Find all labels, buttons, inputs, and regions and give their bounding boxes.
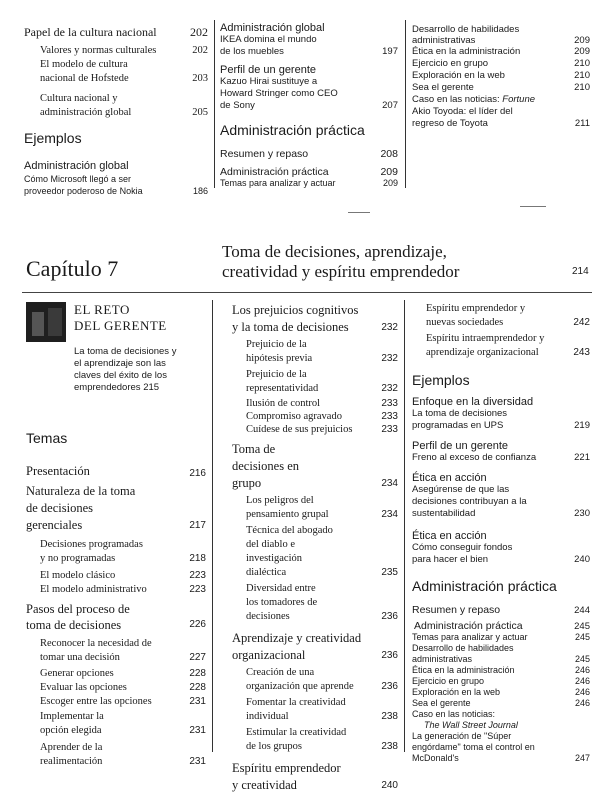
toc-entry (412, 604, 590, 616)
toc-entry-text: Prejuicio de la hipótesis previa (246, 339, 313, 364)
toc-entry-text: Espíritu emprendedor y nuevas sociedades (426, 303, 526, 328)
toc-entry (24, 24, 208, 40)
toc-entry-page: 243 (573, 347, 590, 358)
toc-entry (412, 302, 590, 330)
example-text: Asegúrense de que las decisiones contribuyan a la sustentabilidad (412, 484, 527, 519)
column-divider (212, 300, 213, 752)
toc-entry-text: Sea el gerente (412, 698, 471, 708)
example-page: 240 (574, 554, 590, 565)
toc-entry (232, 630, 398, 664)
toc-entry-page: 223 (189, 584, 206, 595)
toc-entry-text: Prejuicio de la representatividad (246, 369, 319, 394)
toc-entry (220, 166, 398, 178)
example-heading: Administración global (24, 160, 129, 172)
toc-entry-page: 209 (380, 166, 398, 178)
toc-entry (412, 632, 590, 643)
toc-entry (232, 411, 398, 422)
top-col-2 (220, 22, 398, 188)
example-entry (412, 408, 590, 432)
toc-entry-page: 210 (574, 82, 590, 93)
toc-entry (412, 58, 590, 70)
example-page: 230 (574, 508, 590, 519)
toc-entry (24, 40, 208, 56)
chapter-col-3 (412, 302, 590, 764)
toc-entry-page: 202 (192, 45, 208, 56)
toc-entry (412, 106, 590, 130)
toc-entry (232, 398, 398, 409)
toc-entry-text: Exploración en la web (412, 687, 501, 697)
example-page: 207 (382, 100, 398, 111)
toc-entry-page: 235 (381, 567, 398, 578)
toc-entry (412, 332, 590, 360)
toc-entry-text: Resumen y repaso (412, 604, 501, 616)
toc-entry (220, 178, 398, 188)
toc-entry-page: 245 (574, 654, 590, 664)
toc-entry-text: Pasos del proceso de toma de decisiones (26, 602, 130, 632)
toc-entry (26, 464, 206, 479)
toc-entry-page: 236 (381, 611, 398, 622)
example-heading: Ética en acción (412, 530, 487, 542)
toc-entry (232, 494, 398, 522)
toc-entry-page: 205 (192, 107, 208, 118)
toc-entry-page: 245 (574, 621, 590, 632)
toc-entry-page: 227 (189, 652, 206, 663)
toc-entry-text: Creación de una organización que aprende (246, 667, 354, 692)
toc-entry-text: Administración práctica (414, 620, 523, 632)
section-heading-ejemplos: Ejemplos (412, 372, 470, 388)
toc-entry-page: 211 (574, 118, 590, 129)
toc-entry-text: Compromiso agravado (246, 411, 342, 422)
caso-label: Caso en las noticias: (412, 709, 496, 719)
example-entry (220, 76, 398, 112)
toc-entry-page: 245 (574, 632, 590, 642)
example-heading: Perfil de un gerente (412, 440, 509, 452)
toc-entry (24, 58, 208, 86)
example-text: Kazuo Hirai sustituye a Howard Stringer como CEO de Sony (220, 76, 338, 111)
toc-entry-text: Escoger entre las opciones (40, 696, 152, 707)
example-text: Cómo conseguir fondos para hacer el bien (412, 542, 513, 565)
toc-entry-text: El modelo clásico (40, 570, 116, 581)
toc-entry-text: Ejercicio en grupo (412, 676, 485, 686)
toc-entry-page: 238 (381, 741, 398, 752)
example-text: La toma de decisiones programadas en UPS (412, 408, 508, 431)
toc-entry-text: Exploración en la web (412, 70, 505, 81)
toc-entry-text: Espíritu intraemprendedor y aprendizaje organizacional (426, 333, 545, 358)
toc-entry (26, 696, 206, 707)
column-divider (214, 20, 215, 188)
toc-entry (26, 483, 206, 534)
toc-entry-text: Sea el gerente (412, 82, 474, 93)
chapter-title-line: creatividad y espíritu emprendedor (222, 262, 460, 281)
toc-entry-page: 232 (381, 322, 398, 333)
caso-source: Fortune (502, 94, 536, 105)
reto-text: La toma de decisiones y el aprendizaje son las claves del éxito de los emprendedores (74, 346, 177, 393)
toc-entry-text: Administración práctica (220, 166, 329, 178)
toc-entry-page: 236 (381, 650, 398, 661)
toc-entry (412, 620, 590, 632)
toc-entry-text: Presentación (26, 464, 90, 478)
toc-entry-text: Aprendizaje y creatividad organizacional (232, 631, 362, 662)
toc-entry-text: Temas para analizar y actuar (412, 632, 528, 642)
toc-entry (232, 368, 398, 396)
toc-entry-page: 202 (190, 25, 208, 39)
toc-entry-page: 233 (381, 398, 398, 409)
reto-block (26, 302, 206, 342)
toc-entry-text: Evaluar las opciones (40, 682, 127, 693)
toc-entry (26, 601, 206, 633)
scan-mark (348, 212, 370, 213)
toc-entry-text: Temas para analizar y actuar (220, 178, 336, 188)
example-text: Freno al exceso de confianza (412, 452, 537, 463)
toc-entry-page: 234 (381, 478, 398, 489)
toc-entry-text: Valores y normas culturales (40, 45, 157, 56)
toc-entry-page: 233 (381, 411, 398, 422)
toc-entry (412, 687, 590, 698)
toc-entry-text: Implementar la opción elegida (40, 711, 104, 736)
toc-entry-text: Akio Toyoda: el líder del regreso de Toyota (412, 106, 513, 129)
section-heading-temas: Temas (26, 430, 68, 446)
toc-entry-page: 238 (381, 711, 398, 722)
toc-entry-page: 209 (574, 46, 590, 57)
toc-entry-text: Estimular la creatividad de los grupos (246, 727, 347, 752)
toc-entry (232, 760, 398, 794)
toc-entry (26, 682, 206, 693)
example-text: Cómo Microsoft llegó a ser proveedor poderoso de Nokia (24, 174, 143, 196)
toc-entry (412, 676, 590, 687)
toc-entry-page: 228 (189, 668, 206, 679)
example-page: 221 (574, 452, 590, 463)
toc-entry (412, 82, 590, 94)
top-col-3 (412, 24, 590, 130)
toc-entry-page: 244 (574, 605, 590, 616)
toc-entry-page: 217 (189, 520, 206, 531)
toc-entry (232, 666, 398, 694)
chapter-page: 214 (572, 266, 589, 277)
reto-description (74, 346, 184, 394)
example-entry (412, 484, 590, 520)
reto-title-line: DEL GERENTE (74, 318, 167, 333)
toc-entry-text: Cultura nacional y administración global (40, 93, 132, 118)
toc-entry-page: 246 (574, 687, 590, 697)
reto-title (74, 302, 167, 342)
toc-entry (232, 424, 398, 435)
toc-entry-text: Generar opciones (40, 668, 114, 679)
chapter-label: Capítulo 7 (26, 256, 119, 281)
toc-entry (232, 726, 398, 754)
toc-entry-page: 240 (381, 780, 398, 791)
section-heading-ejemplos: Ejemplos (24, 130, 82, 146)
example-heading: Administración global (220, 22, 325, 34)
toc-entry-page: 203 (192, 73, 208, 84)
example-entry (24, 173, 208, 197)
toc-entry-page: 209 (574, 35, 590, 46)
example-heading: Ética en acción (412, 472, 487, 484)
toc-entry-page: 216 (189, 468, 206, 479)
toc-entry (26, 584, 206, 595)
toc-entry (26, 668, 206, 679)
chapter-rule (22, 292, 592, 293)
toc-entry-text: Ética en la administración (412, 665, 515, 675)
toc-entry-text: Papel de la cultura nacional (24, 25, 157, 39)
reto-photo (26, 302, 66, 342)
toc-entry-text: Técnica del abogado del diablo e investigación dialéctica (246, 525, 333, 578)
toc-entry-page: 231 (189, 696, 206, 707)
toc-entry (412, 643, 590, 665)
toc-entry (412, 731, 590, 764)
toc-entry-page: 231 (189, 725, 206, 736)
toc-entry-page: 231 (189, 756, 206, 767)
toc-entry-page: 246 (574, 676, 590, 686)
caso-label (412, 94, 590, 106)
column-divider (404, 300, 405, 752)
toc-entry-page: 226 (189, 619, 206, 630)
example-entry (220, 34, 398, 58)
example-text: IKEA domina el mundo de los muebles (220, 34, 317, 57)
toc-entry-page: 209 (382, 178, 398, 188)
example-page: 219 (574, 420, 590, 431)
chapter-title (222, 242, 459, 282)
example-entry (412, 452, 590, 464)
toc-entry (232, 524, 398, 580)
toc-entry-page: 233 (381, 424, 398, 435)
toc-entry (232, 441, 398, 492)
toc-entry-page: 210 (574, 70, 590, 81)
toc-entry-page: 208 (380, 148, 398, 160)
toc-entry-page: 246 (574, 698, 590, 708)
toc-entry-text: Toma de decisiones en grupo (232, 442, 299, 490)
toc-entry-page: 234 (381, 509, 398, 520)
toc-entry-text: Ejercicio en grupo (412, 58, 489, 69)
toc-entry-text: El modelo administrativo (40, 584, 147, 595)
toc-entry-page: 223 (189, 570, 206, 581)
toc-entry-text: Fomentar la creatividad individual (246, 697, 346, 722)
toc-entry (232, 302, 398, 336)
toc-entry (412, 46, 590, 58)
caso-source-text: The Wall Street Journal (424, 720, 518, 730)
caso-source (412, 720, 590, 731)
toc-entry-text: Los prejuicios cognitivos y la toma de decisiones (232, 303, 359, 334)
chapter-col-2 (232, 302, 398, 794)
toc-entry-page: 232 (381, 353, 398, 364)
toc-entry (26, 741, 206, 769)
section-heading-practica: Administración práctica (220, 122, 365, 138)
toc-entry-page: 242 (573, 317, 590, 328)
example-heading: Perfil de un gerente (220, 64, 317, 76)
toc-entry-text: Resumen y repaso (220, 148, 309, 160)
reto-title-line: EL RETO (74, 302, 130, 317)
example-heading: Enfoque en la diversidad (412, 396, 534, 408)
example-page: 197 (382, 46, 398, 57)
toc-entry (412, 24, 590, 46)
reto-page: 215 (143, 382, 160, 393)
toc-entry (26, 538, 206, 566)
toc-entry (232, 338, 398, 366)
caso-label-text: Caso en las noticias: (412, 94, 503, 105)
toc-entry-text: Aprender de la realimentación (40, 742, 103, 767)
toc-entry-page: 228 (189, 682, 206, 693)
example-entry (412, 542, 590, 566)
toc-entry-text: El modelo de cultura nacional de Hofstede (40, 59, 129, 84)
toc-entry-text: Reconocer la necesidad de tomar una decisión (40, 638, 152, 663)
toc-entry-page: 218 (189, 553, 206, 564)
toc-entry-page: 247 (574, 753, 590, 763)
column-divider (405, 20, 406, 188)
toc-entry (26, 637, 206, 665)
toc-entry-text: Desarrollo de habilidades administrativas (412, 24, 520, 46)
toc-entry-text: Ilusión de control (246, 398, 321, 409)
toc-entry (232, 696, 398, 724)
toc-entry-text: Ética en la administración (412, 46, 521, 57)
toc-entry-page: 232 (381, 383, 398, 394)
toc-entry (412, 665, 590, 676)
chapter-col-1 (26, 302, 206, 769)
toc-entry (26, 710, 206, 738)
top-col-1 (24, 24, 208, 197)
toc-entry (26, 570, 206, 581)
toc-entry-text: Naturaleza de la toma de decisiones gerenciales (26, 484, 136, 532)
example-page: 186 (192, 186, 208, 196)
toc-entry-text: Decisiones programadas y no programadas (40, 539, 143, 564)
scan-mark (520, 206, 546, 207)
toc-entry-page: 246 (574, 665, 590, 675)
chapter-title-line: Toma de decisiones, aprendizaje, (222, 242, 447, 261)
section-heading-practica: Administración práctica (412, 578, 557, 594)
toc-entry-text: Cuídese de sus prejuicios (246, 424, 353, 435)
toc-entry-text: La generación de "Súper engórdame" toma el control en McDonald's (412, 731, 535, 763)
toc-entry-text: Los peligros del pensamiento grupal (246, 495, 329, 520)
toc-entry (232, 582, 398, 624)
toc-entry (24, 92, 208, 120)
toc-entry (412, 698, 590, 709)
toc-entry-text: Espíritu emprendedor y creatividad (232, 761, 341, 792)
toc-entry-text: Diversidad entre los tomadores de decisiones (246, 583, 318, 622)
toc-entry (220, 148, 398, 160)
toc-entry (412, 70, 590, 82)
toc-entry-page: 210 (574, 58, 590, 69)
toc-entry-page: 236 (381, 681, 398, 692)
toc-entry-text: Desarrollo de habilidades administrativas (412, 643, 514, 664)
